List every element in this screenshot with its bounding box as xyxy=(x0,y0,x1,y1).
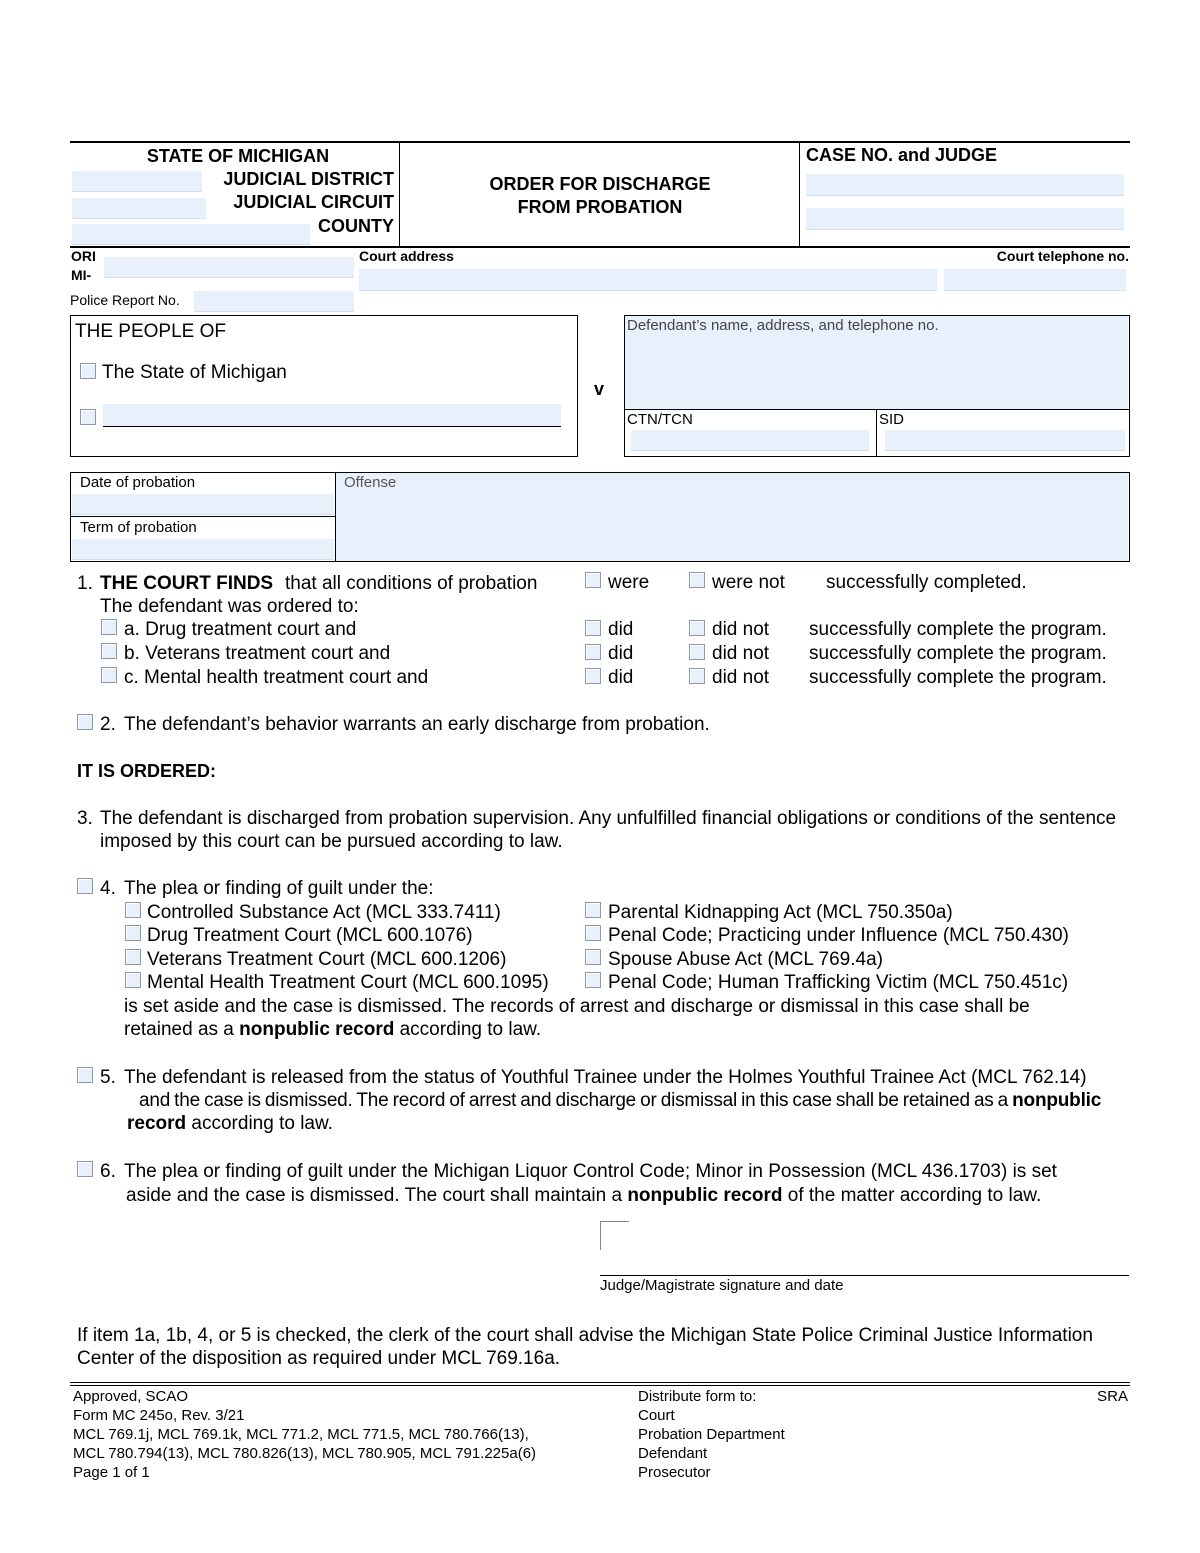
footer-rule-top xyxy=(70,1382,1130,1383)
signature-line xyxy=(600,1275,1129,1276)
were-checkbox[interactable] xyxy=(585,572,601,588)
sid-label: SID xyxy=(879,411,905,428)
item1-findings-bold: THE COURT FINDS xyxy=(100,573,274,594)
item4-intro: The plea or finding of guilt under the: xyxy=(124,878,434,899)
circuit-label: JUDICIAL CIRCUIT xyxy=(233,192,394,212)
veterans-did-label: did xyxy=(608,643,634,664)
county-label: COUNTY xyxy=(318,216,394,236)
controlled-substance-label: Controlled Substance Act (MCL 333.7411) xyxy=(147,902,501,923)
drug-did-label: did xyxy=(608,619,634,640)
item2-number: 2. xyxy=(100,714,116,735)
item6-line2: aside and the case is dismissed. The court shall maintain a nonpublic record of the matter according to law. xyxy=(126,1185,1042,1206)
ori-field[interactable] xyxy=(104,257,354,278)
drug-did-checkbox[interactable] xyxy=(585,620,601,636)
term-of-probation-label: Term of probation xyxy=(80,519,197,536)
human-trafficking-label: Penal Code; Human Trafficking Victim (MCL 750.451c) xyxy=(608,972,1069,993)
mental-health-treatment-court-checkbox[interactable] xyxy=(125,972,141,988)
mental-health-result-label: successfully complete the program. xyxy=(809,667,1107,688)
footer-page: Page 1 of 1 xyxy=(73,1464,150,1481)
distribute-court: Court xyxy=(638,1407,675,1424)
distribute-prosecutor: Prosecutor xyxy=(638,1464,711,1481)
veterans-court-checkbox[interactable] xyxy=(101,643,117,659)
veterans-court-label: b. Veterans treatment court and xyxy=(124,643,391,664)
court-address-field[interactable] xyxy=(359,269,937,291)
spouse-abuse-label: Spouse Abuse Act (MCL 769.4a) xyxy=(608,949,883,970)
drug-result-label: successfully complete the program. xyxy=(809,619,1107,640)
drug-court-checkbox[interactable] xyxy=(101,619,117,635)
item2-text: The defendant’s behavior warrants an early discharge from probation. xyxy=(124,714,710,735)
ori-label: ORI xyxy=(71,248,96,264)
court-phone-label: Court telephone no. xyxy=(996,248,1129,264)
case-number-label: CASE NO. and JUDGE xyxy=(806,145,998,165)
versus-label: v xyxy=(594,379,605,399)
form-title-line2: FROM PROBATION xyxy=(517,197,683,217)
people-of-label: THE PEOPLE OF xyxy=(75,321,226,342)
judge-field[interactable] xyxy=(806,208,1124,230)
police-report-label: Police Report No. xyxy=(70,292,180,308)
court-phone-field[interactable] xyxy=(944,269,1126,291)
ctn-sid-divider xyxy=(876,409,877,456)
veterans-did-not-label: did not xyxy=(712,643,770,664)
footer-rule-bottom xyxy=(70,1385,1130,1386)
police-report-field[interactable] xyxy=(194,291,354,312)
ordered-heading: IT IS ORDERED: xyxy=(77,761,217,781)
controlled-substance-checkbox[interactable] xyxy=(125,902,141,918)
item4-number: 4. xyxy=(100,878,116,899)
distribute-label: Distribute form to: xyxy=(638,1388,757,1405)
item4-line1: is set aside and the case is dismissed. The records of arrest and discharge or dismissal in this case shall be xyxy=(124,996,1030,1017)
item1-number: 1. xyxy=(77,573,93,594)
item6-line1: The plea or finding of guilt under the Michigan Liquor Control Code; Minor in Possession (MCL 436.1703) is set xyxy=(124,1161,1057,1182)
item5-line2: and the case is dismissed. The record of arrest and discharge or dismissal in this case shall be retained as a nonpublic xyxy=(139,1090,1102,1111)
mental-health-treatment-court-label: Mental Health Treatment Court (MCL 600.1095) xyxy=(147,972,549,993)
district-number-field[interactable] xyxy=(72,171,202,192)
mental-health-court-checkbox[interactable] xyxy=(101,667,117,683)
distribute-probation: Probation Department xyxy=(638,1426,785,1443)
item4-line2: retained as a nonpublic record according to law. xyxy=(124,1019,542,1040)
footer-mcl-line1: MCL 769.1j, MCL 769.1k, MCL 771.2, MCL 771.5, MCL 780.766(13), xyxy=(73,1426,529,1443)
were-not-checkbox[interactable] xyxy=(689,572,705,588)
notice-line1: If item 1a, 1b, 4, or 5 is checked, the clerk of the court shall advise the Michigan State Police Criminal Justice Information xyxy=(77,1325,1093,1346)
veterans-did-checkbox[interactable] xyxy=(585,644,601,660)
veterans-treatment-court-checkbox[interactable] xyxy=(125,949,141,965)
header-top-rule xyxy=(70,141,1130,143)
district-label: JUDICIAL DISTRICT xyxy=(223,169,394,189)
veterans-treatment-court-label: Veterans Treatment Court (MCL 600.1206) xyxy=(147,949,507,970)
item5-line1: The defendant is released from the status of Youthful Trainee under the Holmes Youthful Trainee Act (MCL 762.14) xyxy=(124,1067,1087,1088)
item6-number: 6. xyxy=(100,1161,116,1182)
mental-health-did-checkbox[interactable] xyxy=(585,668,601,684)
practicing-under-influence-label: Penal Code; Practicing under Influence (MCL 750.430) xyxy=(608,925,1069,946)
were-not-label: were not xyxy=(712,572,785,593)
spouse-abuse-checkbox[interactable] xyxy=(585,949,601,965)
offense-field[interactable] xyxy=(336,473,1128,561)
ordered-to-label: The defendant was ordered to: xyxy=(100,596,359,617)
sid-field[interactable] xyxy=(885,430,1125,451)
item3-number: 3. xyxy=(77,808,93,829)
item5-line3: record according to law. xyxy=(127,1113,333,1134)
probation-date-divider xyxy=(71,516,335,517)
footer-approved: Approved, SCAO xyxy=(73,1388,189,1405)
date-of-probation-label: Date of probation xyxy=(80,474,196,491)
item5-checkbox[interactable] xyxy=(77,1067,93,1083)
drug-did-not-label: did not xyxy=(712,619,770,640)
state-of-michigan-label: The State of Michigan xyxy=(102,362,287,383)
mental-health-court-label: c. Mental health treatment court and xyxy=(124,667,429,688)
date-of-probation-field[interactable] xyxy=(72,494,334,515)
mental-health-did-not-label: did not xyxy=(712,667,770,688)
other-plaintiff-checkbox[interactable] xyxy=(80,409,96,425)
item3-line2: imposed by this court can be pursued according to law. xyxy=(100,831,563,852)
case-number-field[interactable] xyxy=(806,174,1124,196)
item2-checkbox[interactable] xyxy=(77,714,93,730)
other-plaintiff-field[interactable] xyxy=(103,404,561,427)
drug-did-not-checkbox[interactable] xyxy=(689,620,705,636)
ctn-label: CTN/TCN xyxy=(627,411,693,428)
form-title-line1: ORDER FOR DISCHARGE xyxy=(489,174,711,194)
item1-findings-text: that all conditions of probation xyxy=(285,573,538,594)
signature-field[interactable] xyxy=(600,1221,1128,1275)
state-label: STATE OF MICHIGAN xyxy=(146,146,330,166)
item4-checkbox[interactable] xyxy=(77,878,93,894)
parental-kidnapping-label: Parental Kidnapping Act (MCL 750.350a) xyxy=(608,902,953,923)
signature-label: Judge/Magistrate signature and date xyxy=(600,1277,844,1294)
parental-kidnapping-checkbox[interactable] xyxy=(585,902,601,918)
drug-court-label: a. Drug treatment court and xyxy=(124,619,357,640)
footer-code: SRA xyxy=(1097,1388,1128,1405)
distribute-defendant: Defendant xyxy=(638,1445,708,1462)
court-address-label: Court address xyxy=(359,248,454,264)
item6-checkbox[interactable] xyxy=(77,1161,93,1177)
signature-corner-mark xyxy=(600,1221,629,1250)
circuit-number-field[interactable] xyxy=(72,198,206,219)
practicing-under-influence-checkbox[interactable] xyxy=(585,925,601,941)
footer-form-number: Form MC 245o, Rev. 3/21 xyxy=(73,1407,245,1424)
completed-label: successfully completed. xyxy=(826,572,1027,593)
veterans-did-not-checkbox[interactable] xyxy=(689,644,705,660)
term-of-probation-field[interactable] xyxy=(72,539,334,560)
item3-line1: The defendant is discharged from probation supervision. Any unfulfilled financial obligations or conditions of the sentence xyxy=(100,808,1117,829)
notice-line2: Center of the disposition as required under MCL 769.16a. xyxy=(77,1348,561,1369)
defendant-label: Defendant’s name, address, and telephone no. xyxy=(627,317,939,334)
state-of-michigan-checkbox[interactable] xyxy=(80,363,96,379)
veterans-result-label: successfully complete the program. xyxy=(809,643,1107,664)
drug-treatment-court-checkbox[interactable] xyxy=(125,925,141,941)
offense-label: Offense xyxy=(344,474,397,491)
mental-health-did-label: did xyxy=(608,667,634,688)
drug-treatment-court-label: Drug Treatment Court (MCL 600.1076) xyxy=(147,925,473,946)
human-trafficking-checkbox[interactable] xyxy=(585,972,601,988)
ctn-field[interactable] xyxy=(631,430,869,451)
mental-health-did-not-checkbox[interactable] xyxy=(689,668,705,684)
footer-mcl-line2: MCL 780.794(13), MCL 780.826(13), MCL 780.905, MCL 791.225a(6) xyxy=(73,1445,537,1462)
were-label: were xyxy=(608,572,650,593)
item5-number: 5. xyxy=(100,1067,116,1088)
mi-label: MI- xyxy=(71,267,92,283)
